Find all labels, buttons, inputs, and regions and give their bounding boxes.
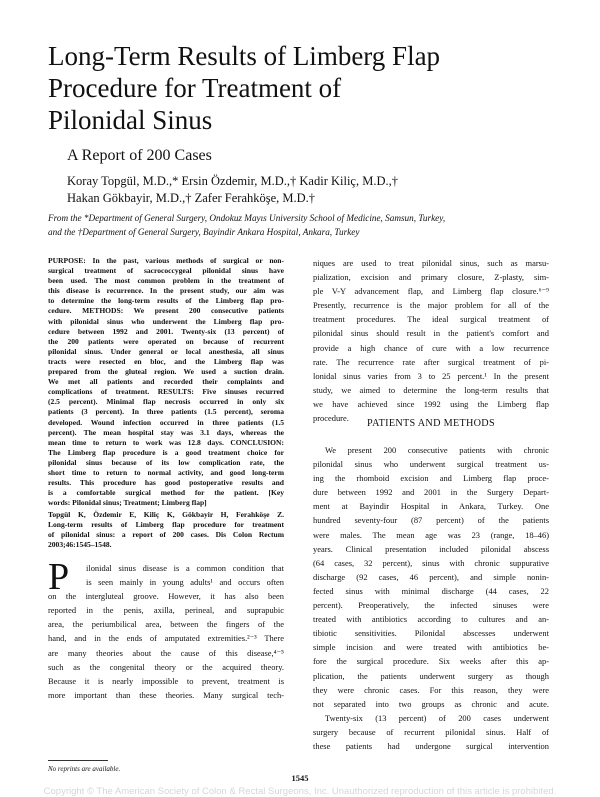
text-line: dure between 1992 and 2001 in the Surgery Depart- [313, 487, 549, 498]
text-line: area, the periumbilical area, between the fingers of the [48, 619, 284, 630]
text-line: provide a high chance of cure with a low recurrence [313, 342, 549, 353]
text-line: cedure. METHODS: We present 200 consecutive patients [48, 306, 284, 316]
article-subtitle: A Report of 200 Cases [67, 147, 212, 164]
text-line: complications of treatment. RESULTS: Five sinuses recurred [48, 387, 284, 397]
title-line: Pilonidal Sinus [48, 105, 213, 135]
text-line: niques are used to treat pilonidal sinus, such as marsu- [313, 258, 549, 268]
text-line: patients (3 percent). In three patients (1.5 percent), seroma [48, 407, 284, 417]
text-line: pilonidal sinus who underwent surgical treatment us- [313, 459, 549, 470]
text-line: Topgül K, Özdemir E, Kiliç K, Gökbayir H, Ferahköşe Z. [48, 510, 284, 519]
text-line: We present 200 consecutive patients with chronic [325, 445, 549, 455]
methods-text [313, 443, 549, 753]
abstract [48, 256, 284, 508]
text-line: surgery because of recurrent pilonidal sinus. Half of [313, 726, 549, 737]
text-line: are many theories about the cause of this disease,⁴⁻⁵ [48, 647, 284, 658]
text-line: ing the rhomboid excision and Limberg flap proce- [313, 473, 549, 484]
text-line: pilonidal sinus. Under general or local anesthesia, all sinus [48, 346, 284, 356]
affiliation [48, 211, 578, 239]
text-line: study, we aimed to determine the long-term results that [313, 384, 549, 395]
author-line: Koray Topgül, M.D.,* Ersin Özdemir, M.D.,† Kadir Kiliç, M.D.,† [67, 174, 398, 188]
text-line: tibiotic sensitivities. Pilonidal abscesses underwent [313, 628, 549, 639]
text-line: Presently, recurrence is the major problem for all of the [313, 300, 549, 311]
author-line: Hakan Gökbayir, M.D.,† Zafer Ferahköşe, M.D.† [67, 191, 316, 205]
text-line: such as the congenital theory or the acquired theory. [48, 661, 284, 672]
text-line: been used. The most common problem in the treatment of [48, 276, 284, 286]
section-heading-methods: PATIENTS AND METHODS [367, 418, 495, 429]
text-line: treated with antibiotics according to cultures and an- [313, 614, 549, 625]
affiliation-line: and the †Department of General Surgery, Bayindir Ankara Hospital, Ankara, Turkey [48, 227, 360, 237]
text-line: results. This procedure has good postoperative results and [48, 478, 284, 488]
introduction-continued [313, 256, 549, 425]
text-line: fected sinus with minimal discharge (44 cases, 22 [313, 585, 549, 596]
text-line: more important than these theories. Many surgical tech- [48, 689, 284, 700]
text-line: rate. The recurrence rate after surgical treatment of pi- [313, 356, 549, 367]
text-line: pilonidal sinus because of its low complication rate, the [48, 457, 284, 467]
affiliation-line: From the *Department of General Surgery, Ondokuz Mayıs University School of Medicine, Samsun, Turkey, [48, 213, 446, 223]
citation [48, 510, 284, 550]
text-line: tracts were resected en bloc, and the Limberg flap was [48, 356, 284, 366]
text-line: these patients had undergone surgical intervention [313, 740, 549, 751]
text-line: developed. Wound infection occurred in three patients (1.5 [48, 417, 284, 427]
text-line: this disease is recurrence. In the present study, our aim was [48, 286, 284, 296]
text-line: hundred seventy-four (87 percent) of the patients [313, 515, 549, 526]
text-line: pilonidal sinus should result in the patient's comfort and [313, 328, 549, 339]
text-line: were males. The mean age was 23 (range, 18–46) [313, 529, 549, 540]
text-line: of pilonidal sinus: a report of 200 cases. Dis Colon Rectum [48, 530, 284, 540]
text-line: Because it is nearly impossible to prevent, treatment is [48, 675, 284, 686]
text-line: words: Pilonidal sinus; Treatment; Limberg flap] [48, 498, 207, 508]
copyright-watermark: Copyright © The American Society of Colon & Rectal Surgeons, Inc. Unauthorized reproduction of this article is prohibited. [43, 786, 557, 797]
title-line: Long-Term Results of Limberg Flap [48, 41, 441, 71]
text-line: Twenty-six (13 percent) of 200 cases underwent [325, 712, 549, 723]
footnote-rule [48, 760, 108, 761]
text-line: hand, and in the ends of amputated extremities.²⁻³ There [48, 633, 284, 644]
text-line: we have achieved since 1992 using the Limberg flap [313, 398, 549, 409]
text-line: Long-term results of Limberg flap procedure for treatment [48, 520, 284, 530]
text-line: simple incision and were treated with antibiotics be- [313, 642, 549, 653]
text-line: reported in the penis, axilla, perineal, and suprapubic [48, 605, 284, 616]
text-line: prepared from the gluteal region. We used a suction drain. [48, 367, 284, 377]
introduction [48, 556, 284, 702]
text-line: We met all patients and recorded their complaints and [48, 377, 284, 387]
text-line: The Limberg flap procedure is a good treatment choice for [48, 447, 284, 457]
text-line: ple V-Y advancement flap, and Limberg flap closure.⁶⁻⁹ [313, 286, 549, 297]
text-line: to determine the long-term results of the Limberg flap pro- [48, 296, 284, 306]
text-line: they were chronic cases. For this reason, they were [313, 684, 549, 695]
text-line: is a comfortable surgical method for the patient. [Key [48, 488, 284, 498]
text-line: years. Clinical presentation included pilonidal abscess [313, 543, 549, 554]
text-line: 2003;46:1545–1548. [48, 540, 112, 550]
text-line: short time to return to normal activity, and good long-term [48, 467, 284, 477]
text-line: (2.5 percent). Minimal flap necrosis occurred in only six [48, 397, 284, 407]
article-title [48, 40, 568, 136]
text-line: with pilonidal sinus who underwent the Limberg flap pro- [48, 316, 284, 326]
text-line: lonidal sinus varies from 3 to 25 percent.¹ In the present [313, 370, 549, 381]
text-line: percent). Preoperatively, the infected sinuses were [313, 600, 549, 611]
text-line: cedure between 1992 and 2001. Twenty-six (13 percent) of [48, 326, 284, 336]
text-line: percent). The mean hospital stay was 3.1 days, whereas the [48, 427, 284, 437]
text-line: PURPOSE: In the past, various methods of surgical or non- [48, 256, 284, 265]
text-line: surgical treatment of sacrococcygeal pilonidal sinus have [48, 266, 284, 276]
text-line: pialization, excision and primary closure, Z-plasty, sim- [313, 272, 549, 283]
text-line: the 200 patients were operated on because of recurrent [48, 336, 284, 346]
author-list [67, 173, 398, 207]
text-line: mean time to return to work was 12.8 days. CONCLUSION: [48, 437, 284, 447]
drop-cap: P [48, 556, 70, 598]
text-line: ment at Bayindir Hospital in Ankara, Turkey. One [313, 501, 549, 512]
text-line: is seen mainly in young adults¹ and occurs often [86, 577, 284, 588]
page-number: 1545 [291, 773, 309, 783]
title-line: Procedure for Treatment of [48, 73, 342, 103]
text-line: discharge (92 cases, 46 percent), and simple nonin- [313, 571, 549, 582]
text-line: fore the surgical procedure. Six weeks after this ap- [313, 656, 549, 667]
text-line: plication, the patients underwent surgery as though [313, 670, 549, 681]
text-line: procedure. [313, 413, 349, 424]
text-line: not separated into two groups as chronic and acute. [313, 698, 549, 709]
text-line: (64 cases, 32 percent), sinus with chronic suppurative [313, 557, 549, 568]
footnote: No reprints are available. [48, 765, 121, 773]
text-line: treatment procedures. The ideal surgical treatment of [313, 314, 549, 325]
text-line: ilonidal sinus disease is a common condition that [86, 563, 284, 573]
text-line: on the intergluteal groove. However, it has also been [48, 591, 284, 602]
